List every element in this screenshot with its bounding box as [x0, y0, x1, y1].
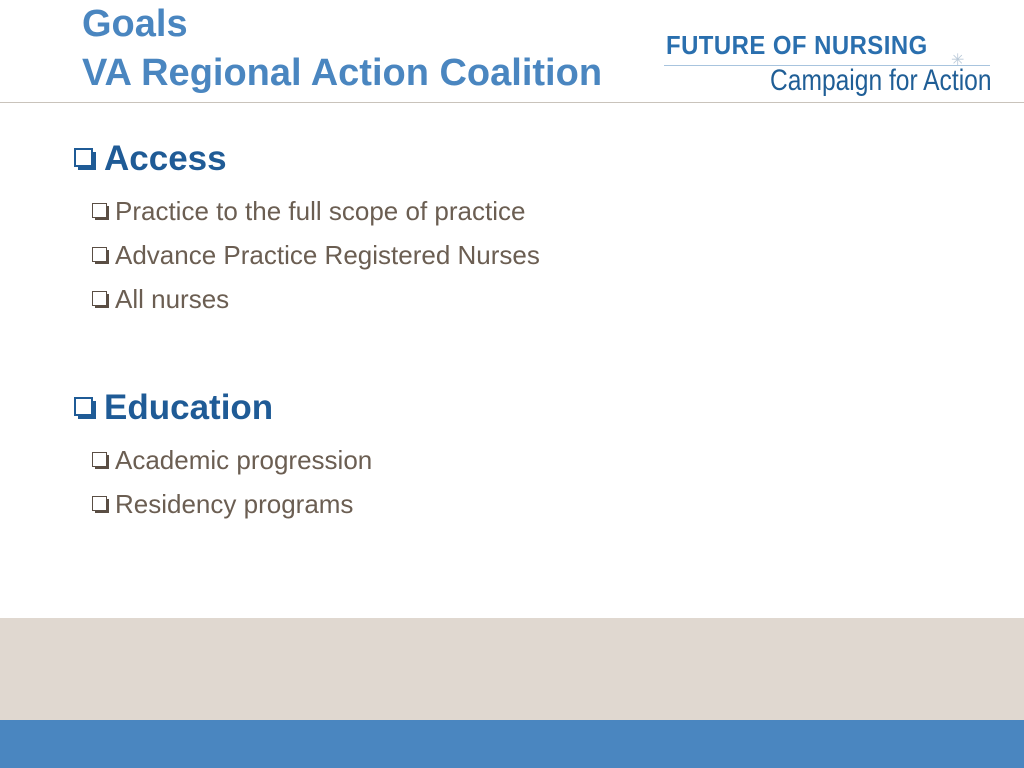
- list-item: Practice to the full scope of practice: [92, 196, 525, 226]
- logo-star-icon: ✳: [951, 52, 965, 69]
- header-divider: [0, 102, 1024, 103]
- section-heading-text: Education: [104, 388, 274, 427]
- footer-band: [0, 618, 1024, 720]
- checkbox-bullet-icon: [92, 496, 109, 513]
- logo-text-bottom: Campaign for Action: [770, 64, 992, 97]
- checkbox-bullet-icon: [92, 291, 109, 308]
- checkbox-bullet-icon: [74, 148, 96, 170]
- slide-subtitle: VA Regional Action Coalition: [82, 52, 603, 94]
- section-heading-education: [74, 388, 273, 428]
- logo-text-top: FUTURE OF NURSING: [666, 30, 928, 60]
- checkbox-bullet-icon: [92, 203, 109, 220]
- section-heading-access: [74, 139, 227, 179]
- checkbox-bullet-icon: [74, 397, 96, 419]
- section-heading-text: Access: [104, 139, 227, 178]
- list-item: Residency programs: [92, 489, 353, 519]
- slide-title: Goals: [82, 3, 188, 45]
- list-item: Advance Practice Registered Nurses: [92, 240, 540, 270]
- list-item: All nurses: [92, 284, 229, 314]
- footer-bar: [0, 720, 1024, 768]
- checkbox-bullet-icon: [92, 247, 109, 264]
- list-item: Academic progression: [92, 445, 372, 475]
- checkbox-bullet-icon: [92, 452, 109, 469]
- future-of-nursing-logo: [664, 30, 994, 100]
